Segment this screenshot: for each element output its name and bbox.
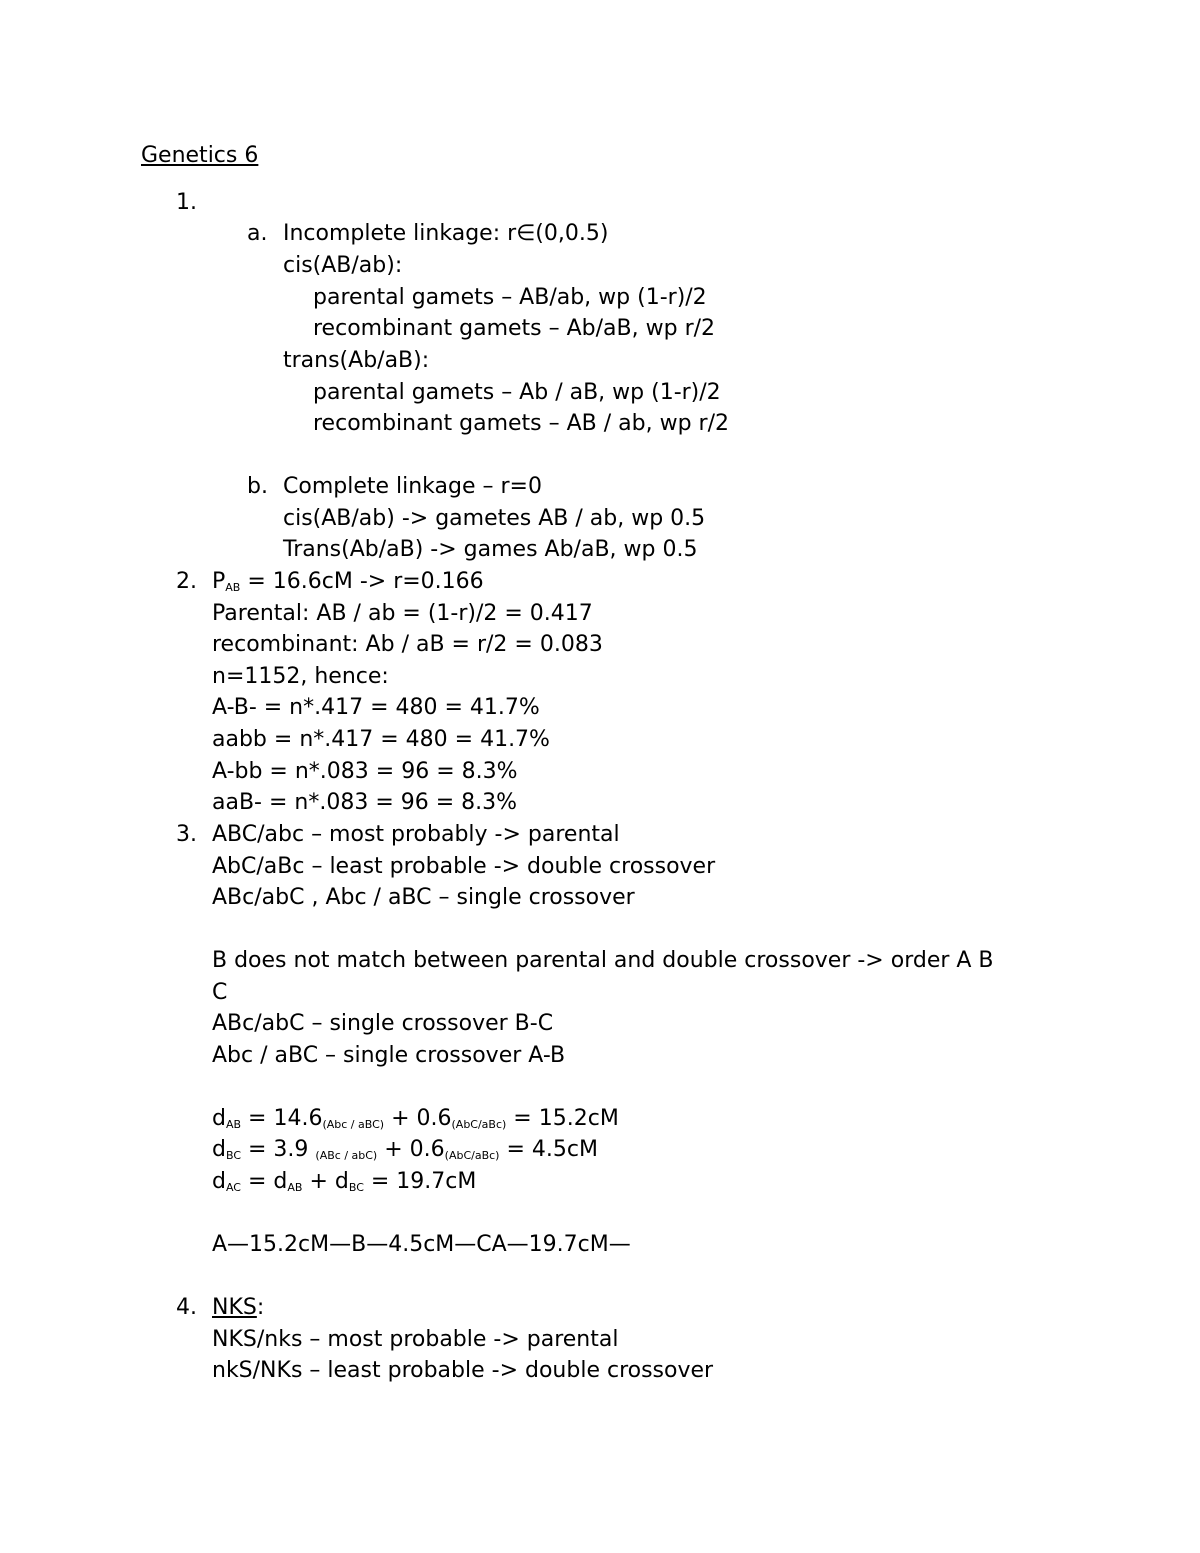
- q1b-label: b.: [247, 474, 268, 499]
- distance-ac: $d_{AC} = d_{AB} + d_{BC} = 19.7cM$: [212, 1169, 477, 1194]
- q2-number: 2.: [176, 569, 197, 594]
- gene-map: A—15.2cM—B—4.5cM—CA—19.7cM—: [212, 1232, 631, 1257]
- q1a-heading: Incomplete linkage: r∈(0,0.5): [283, 221, 609, 246]
- q2-line: Parental: AB / ab = (1-r)/2 = 0.417: [212, 601, 593, 626]
- q1a-line: recombinant gamets – Ab/aB, wp r/2: [313, 316, 716, 341]
- q1a-line: trans(Ab/aB):: [283, 348, 430, 373]
- q3-line: ABc/abC – single crossover B-C: [212, 1011, 554, 1036]
- q2-p-subscript: AB: [225, 581, 241, 594]
- q3-line: Abc / aBC – single crossover A-B: [212, 1043, 566, 1068]
- q1b-heading: Complete linkage – r=0: [283, 474, 542, 499]
- q1b-line: Trans(Ab/aB) -> games Ab/aB, wp 0.5: [283, 537, 698, 562]
- distance-ab: $d_{AB} = 14.6(Abc / aBC) + 0.6(AbC/aBc) = 15.2cM$: [212, 1106, 619, 1131]
- q4-number: 4.: [176, 1295, 197, 1320]
- q1a-line: parental gamets – AB/ab, wp (1-r)/2: [313, 285, 707, 310]
- q1a-line: cis(AB/ab):: [283, 253, 403, 278]
- q3-line: C: [212, 980, 228, 1005]
- q3-line: ABC/abc – most probably -> parental: [212, 822, 620, 847]
- q1a-label: a.: [247, 221, 268, 246]
- q2-p: P: [212, 569, 226, 594]
- q2-p-value: = 16.6cM -> r=0.166: [240, 569, 484, 594]
- q1b-line: cis(AB/ab) -> gametes AB / ab, wp 0.5: [283, 506, 706, 531]
- q3-line: B does not match between parental and double crossover -> order A B: [212, 948, 994, 973]
- q2-line: A-bb = n*.083 = 96 = 8.3%: [212, 759, 518, 784]
- q3-number: 3.: [176, 822, 197, 847]
- page-title: Genetics 6: [141, 143, 259, 168]
- distance-bc: $d_{BC} = 3.9$ (ABc / abC) + 0.6(AbC/aBc) = 4.5cM: [212, 1137, 598, 1162]
- q3-line: ABc/abC , Abc / aBC – single crossover: [212, 885, 635, 910]
- q4-line: nkS/NKs – least probable -> double crossover: [212, 1358, 714, 1383]
- q4-line: NKS/nks – most probable -> parental: [212, 1327, 619, 1352]
- q2-line: recombinant: Ab / aB = r/2 = 0.083: [212, 632, 603, 657]
- q4-heading: NKS:: [212, 1295, 265, 1320]
- q1a-line: recombinant gamets – AB / ab, wp r/2: [313, 411, 730, 436]
- q1a-line: parental gamets – Ab / aB, wp (1-r)/2: [313, 380, 721, 405]
- q2-line: aaB- = n*.083 = 96 = 8.3%: [212, 790, 518, 815]
- q3-line: AbC/aBc – least probable -> double crossover: [212, 854, 716, 879]
- q2-line: A-B- = n*.417 = 480 = 41.7%: [212, 695, 540, 720]
- q2-first-line: [212, 569, 484, 595]
- q1-number: 1.: [176, 190, 197, 215]
- q2-line: n=1152, hence:: [212, 664, 389, 689]
- q2-line: aabb = n*.417 = 480 = 41.7%: [212, 727, 550, 752]
